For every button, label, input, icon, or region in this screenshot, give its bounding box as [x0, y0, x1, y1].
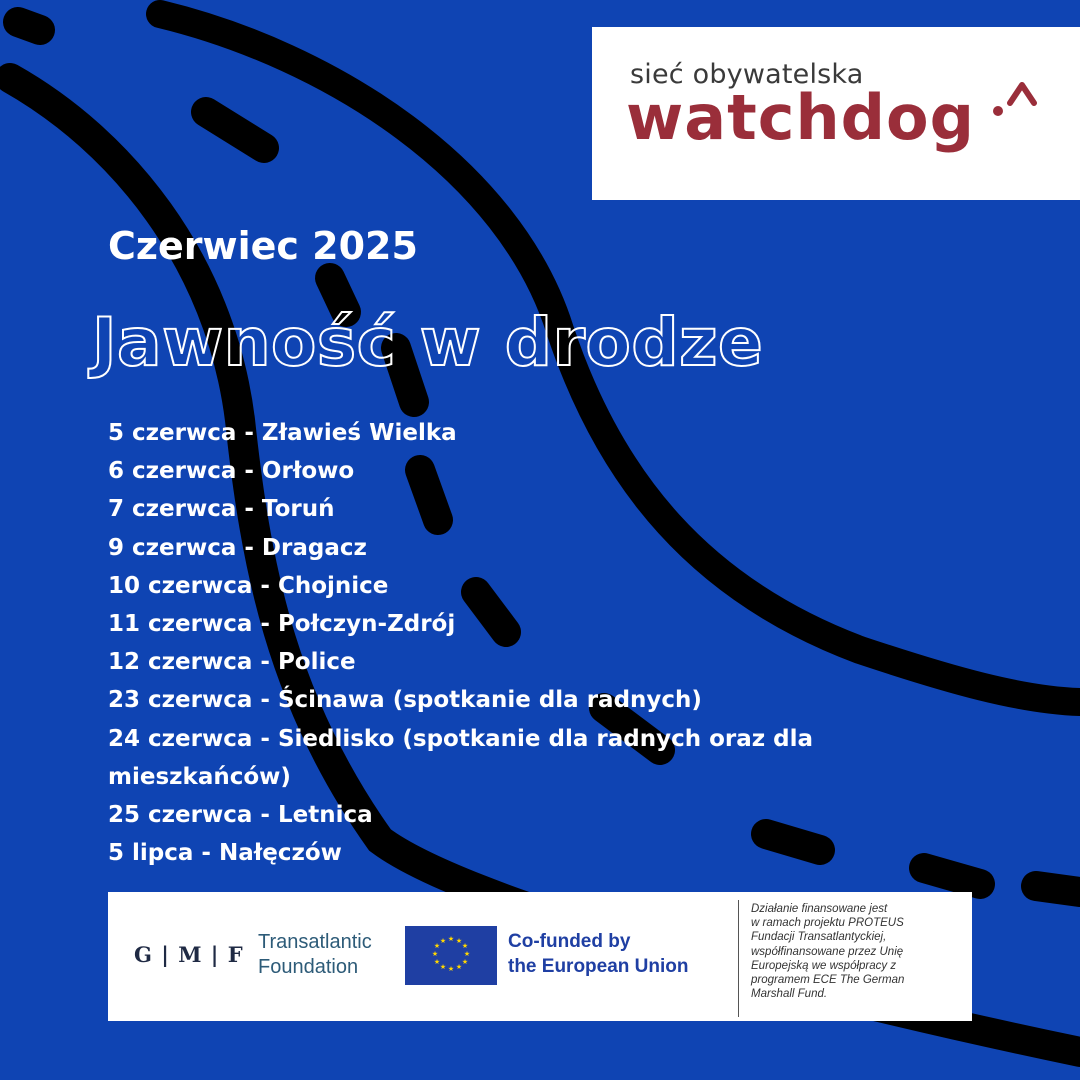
schedule-item: 24 czerwca - Siedlisko (spotkanie dla radnych oraz dla mieszkańców) [108, 725, 814, 790]
eu-flag-icon [405, 926, 497, 985]
partner-bar [108, 892, 972, 1021]
schedule-item: 12 czerwca - Police [108, 649, 356, 676]
funding-note-line: programem ECE The German [751, 974, 905, 987]
funding-note-line: Fundacji Transatlantyckiej, [751, 931, 887, 944]
funding-note [751, 902, 951, 1001]
svg-text:★: ★ [461, 958, 469, 966]
svg-text:★: ★ [447, 965, 455, 973]
svg-text:★: ★ [461, 942, 469, 950]
svg-text:★: ★ [463, 950, 471, 958]
schedule-item: 6 czerwca - Orłowo [108, 458, 355, 485]
schedule-item: 5 lipca - Nałęczów [108, 840, 342, 867]
schedule-item: 11 czerwca - Połczyn-Zdrój [108, 611, 456, 638]
svg-text:★: ★ [447, 935, 455, 943]
month-title: Czerwiec 2025 [108, 224, 418, 268]
funding-note-line: Marshall Fund. [751, 988, 828, 1001]
gmf-logo: G | M | F [134, 942, 244, 967]
funding-note-line: Europejską we współpracy z [751, 959, 897, 972]
gmf-name-line1: Transatlantic [258, 931, 372, 953]
gmf-name-line2: Foundation [258, 956, 359, 978]
eu-label-line1: Co-funded by [508, 931, 631, 952]
svg-text:★: ★ [433, 942, 441, 950]
funding-note-line: w ramach projektu PROTEUS [751, 917, 904, 930]
svg-text:★: ★ [431, 950, 439, 958]
funding-note-line: współfinansowane przez Unię [751, 945, 904, 958]
svg-text:★: ★ [455, 937, 463, 945]
funding-note-line: Działanie finansowane jest [751, 903, 888, 915]
schedule-item: 23 czerwca - Ścinawa (spotkanie dla radnych) [108, 687, 702, 714]
svg-text:★: ★ [439, 937, 447, 945]
svg-text:★: ★ [433, 958, 441, 966]
event-title: Jawność w drodze [92, 304, 764, 381]
gmf-name [258, 930, 372, 980]
logo-wordmark: watchdog [626, 81, 975, 154]
schedule-item: 5 czerwca - Zławieś Wielka [108, 420, 457, 446]
eu-label-line2: the European Union [508, 956, 689, 977]
schedule-item: 25 czerwca - Letnica [108, 802, 373, 829]
partner-divider [738, 900, 739, 1017]
svg-text:★: ★ [439, 963, 447, 971]
svg-text:★: ★ [455, 963, 463, 971]
schedule-item: 9 czerwca - Dragacz [108, 534, 367, 561]
schedule-list [108, 414, 848, 872]
logo-subtitle: sieć obywatelska [630, 59, 864, 90]
schedule-item: 10 czerwca - Chojnice [108, 572, 389, 599]
schedule-item: 7 czerwca - Toruń [108, 496, 335, 523]
eu-cofunded-label [508, 929, 689, 979]
watchdog-logo [592, 27, 1080, 200]
watchdog-caret-icon [990, 79, 1038, 125]
